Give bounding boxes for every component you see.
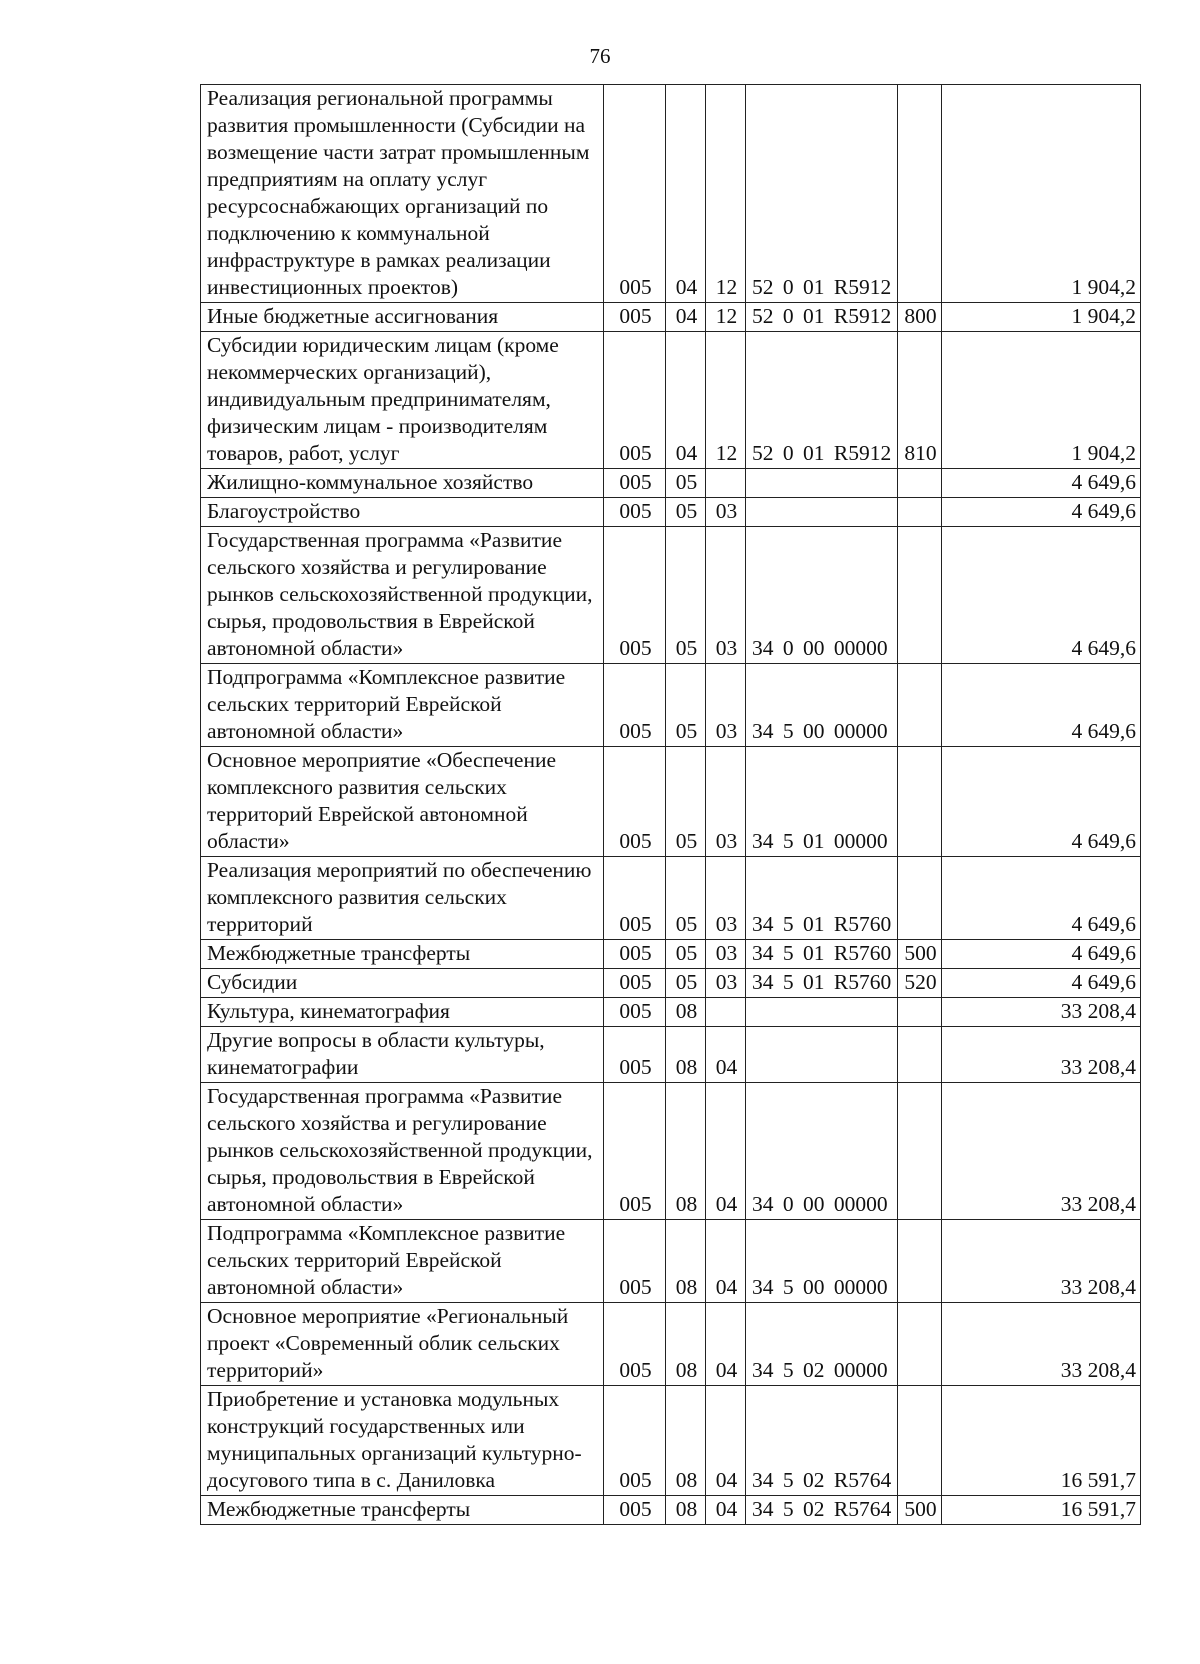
row-csr: 34 5 02 00000: [746, 1303, 898, 1386]
row-pr: 03: [706, 857, 746, 940]
table-row: [201, 85, 1141, 303]
row-name: Подпрограмма «Комплексное развитие сельских территорий Еврейской автономной области»: [201, 1220, 604, 1303]
row-amount: 4 649,6: [942, 664, 1141, 747]
row-csr: [746, 469, 898, 498]
row-grbs: 005: [604, 969, 666, 998]
table-row: [201, 332, 1141, 469]
row-csr: 34 0 00 00000: [746, 1083, 898, 1220]
row-rz: 08: [666, 1220, 706, 1303]
row-vr: 500: [898, 1496, 942, 1525]
row-amount: 16 591,7: [942, 1386, 1141, 1496]
row-csr: 34 5 01 R5760: [746, 940, 898, 969]
row-grbs: 005: [604, 1303, 666, 1386]
row-grbs: 005: [604, 303, 666, 332]
row-amount: 33 208,4: [942, 1303, 1141, 1386]
row-pr: 04: [706, 1027, 746, 1083]
row-grbs: 005: [604, 527, 666, 664]
table-row: [201, 498, 1141, 527]
row-csr: [746, 498, 898, 527]
row-amount: 33 208,4: [942, 998, 1141, 1027]
row-grbs: 005: [604, 1386, 666, 1496]
row-name: Подпрограмма «Комплексное развитие сельских территорий Еврейской автономной области»: [201, 664, 604, 747]
row-pr: 04: [706, 1220, 746, 1303]
row-vr: [898, 469, 942, 498]
row-grbs: 005: [604, 1083, 666, 1220]
row-pr: 12: [706, 303, 746, 332]
row-csr: 34 5 00 00000: [746, 1220, 898, 1303]
table-row: [201, 747, 1141, 857]
row-rz: 05: [666, 940, 706, 969]
row-name: Межбюджетные трансферты: [201, 1496, 604, 1525]
row-pr: 12: [706, 85, 746, 303]
row-vr: 800: [898, 303, 942, 332]
table-row: [201, 303, 1141, 332]
row-csr: 52 0 01 R5912: [746, 85, 898, 303]
row-vr: 500: [898, 940, 942, 969]
row-csr: 34 5 00 00000: [746, 664, 898, 747]
row-csr: 52 0 01 R5912: [746, 303, 898, 332]
row-csr: 34 5 02 R5764: [746, 1496, 898, 1525]
table-row: [201, 1027, 1141, 1083]
row-amount: 4 649,6: [942, 969, 1141, 998]
row-name: Жилищно-коммунальное хозяйство: [201, 469, 604, 498]
row-grbs: 005: [604, 747, 666, 857]
row-csr: 34 5 01 R5760: [746, 857, 898, 940]
row-pr: 04: [706, 1083, 746, 1220]
table-row: [201, 998, 1141, 1027]
row-rz: 05: [666, 857, 706, 940]
row-name: Субсидии: [201, 969, 604, 998]
row-grbs: 005: [604, 998, 666, 1027]
row-amount: 4 649,6: [942, 940, 1141, 969]
row-grbs: 005: [604, 1496, 666, 1525]
row-vr: [898, 1220, 942, 1303]
row-vr: 520: [898, 969, 942, 998]
row-grbs: 005: [604, 857, 666, 940]
row-rz: 05: [666, 969, 706, 998]
row-rz: 05: [666, 664, 706, 747]
row-grbs: 005: [604, 85, 666, 303]
row-vr: [898, 85, 942, 303]
row-rz: 05: [666, 498, 706, 527]
row-name: Государственная программа «Развитие сельского хозяйства и регулирование рынков сельскохозяйственной продукции, сырья, продовольствия в Еврейской автономной области»: [201, 1083, 604, 1220]
row-vr: [898, 1386, 942, 1496]
row-name: Основное мероприятие «Региональный проект «Современный облик сельских территорий»: [201, 1303, 604, 1386]
row-amount: 4 649,6: [942, 857, 1141, 940]
row-name: Субсидии юридическим лицам (кроме некоммерческих организаций), индивидуальным предпринимателям, физическим лицам - производителям товаров, работ, услуг: [201, 332, 604, 469]
table-body: [201, 85, 1141, 1525]
row-csr: 52 0 01 R5912: [746, 332, 898, 469]
row-rz: 08: [666, 1386, 706, 1496]
row-amount: 4 649,6: [942, 747, 1141, 857]
table-row: [201, 1303, 1141, 1386]
row-vr: 810: [898, 332, 942, 469]
row-rz: 05: [666, 527, 706, 664]
row-amount: 4 649,6: [942, 498, 1141, 527]
row-pr: [706, 998, 746, 1027]
row-pr: 03: [706, 940, 746, 969]
row-name: Культура, кинематография: [201, 998, 604, 1027]
row-amount: 1 904,2: [942, 303, 1141, 332]
table-row: [201, 469, 1141, 498]
row-name: Иные бюджетные ассигнования: [201, 303, 604, 332]
row-rz: 08: [666, 1303, 706, 1386]
row-vr: [898, 1303, 942, 1386]
row-csr: 34 5 01 00000: [746, 747, 898, 857]
row-pr: 03: [706, 664, 746, 747]
row-csr: 34 5 01 R5760: [746, 969, 898, 998]
row-pr: 03: [706, 527, 746, 664]
row-amount: 4 649,6: [942, 527, 1141, 664]
row-vr: [898, 498, 942, 527]
table-row: [201, 1083, 1141, 1220]
row-grbs: 005: [604, 498, 666, 527]
budget-table: [200, 84, 1141, 1525]
row-csr: [746, 1027, 898, 1083]
row-name: Благоустройство: [201, 498, 604, 527]
row-pr: 03: [706, 969, 746, 998]
row-vr: [898, 1027, 942, 1083]
row-pr: 04: [706, 1303, 746, 1386]
row-pr: 04: [706, 1386, 746, 1496]
row-amount: 1 904,2: [942, 332, 1141, 469]
row-grbs: 005: [604, 664, 666, 747]
row-name: Приобретение и установка модульных конструкций государственных или муниципальных организаций культурно-досугового типа в с. Даниловка: [201, 1386, 604, 1496]
row-name: Государственная программа «Развитие сельского хозяйства и регулирование рынков сельскохозяйственной продукции, сырья, продовольствия в Еврейской автономной области»: [201, 527, 604, 664]
row-amount: 33 208,4: [942, 1083, 1141, 1220]
row-amount: 33 208,4: [942, 1027, 1141, 1083]
row-rz: 08: [666, 1496, 706, 1525]
row-csr: [746, 998, 898, 1027]
row-rz: 08: [666, 1027, 706, 1083]
table-row: [201, 969, 1141, 998]
row-rz: 08: [666, 1083, 706, 1220]
row-name: Основное мероприятие «Обеспечение комплексного развития сельских территорий Еврейской автономной области»: [201, 747, 604, 857]
row-vr: [898, 998, 942, 1027]
table-row: [201, 857, 1141, 940]
row-rz: 04: [666, 332, 706, 469]
row-pr: 12: [706, 332, 746, 469]
table-row: [201, 940, 1141, 969]
row-name: Другие вопросы в области культуры, кинематографии: [201, 1027, 604, 1083]
row-vr: [898, 664, 942, 747]
table-row: [201, 1220, 1141, 1303]
row-amount: 1 904,2: [942, 85, 1141, 303]
table-row: [201, 664, 1141, 747]
row-rz: 04: [666, 85, 706, 303]
row-rz: 04: [666, 303, 706, 332]
row-pr: 03: [706, 747, 746, 857]
table-row: [201, 527, 1141, 664]
row-pr: 03: [706, 498, 746, 527]
row-amount: 16 591,7: [942, 1496, 1141, 1525]
page-number: 76: [589, 44, 611, 68]
row-name: Межбюджетные трансферты: [201, 940, 604, 969]
row-pr: [706, 469, 746, 498]
row-name: Реализация региональной программы развития промышленности (Субсидии на возмещение части затрат промышленным предприятиям на оплату услуг ресурсоснабжающих организаций по подключению к коммунальной инфраструктуре в рамках реализации инвестиционных проектов): [201, 85, 604, 303]
table-row: [201, 1496, 1141, 1525]
row-csr: 34 5 02 R5764: [746, 1386, 898, 1496]
row-amount: 33 208,4: [942, 1220, 1141, 1303]
row-amount: 4 649,6: [942, 469, 1141, 498]
row-vr: [898, 747, 942, 857]
row-grbs: 005: [604, 940, 666, 969]
row-grbs: 005: [604, 1027, 666, 1083]
row-rz: 05: [666, 747, 706, 857]
row-rz: 05: [666, 469, 706, 498]
row-vr: [898, 857, 942, 940]
row-grbs: 005: [604, 332, 666, 469]
row-vr: [898, 1083, 942, 1220]
row-grbs: 005: [604, 469, 666, 498]
row-name: Реализация мероприятий по обеспечению комплексного развития сельских территорий: [201, 857, 604, 940]
row-vr: [898, 527, 942, 664]
row-rz: 08: [666, 998, 706, 1027]
row-pr: 04: [706, 1496, 746, 1525]
table-row: [201, 1386, 1141, 1496]
row-grbs: 005: [604, 1220, 666, 1303]
row-csr: 34 0 00 00000: [746, 527, 898, 664]
